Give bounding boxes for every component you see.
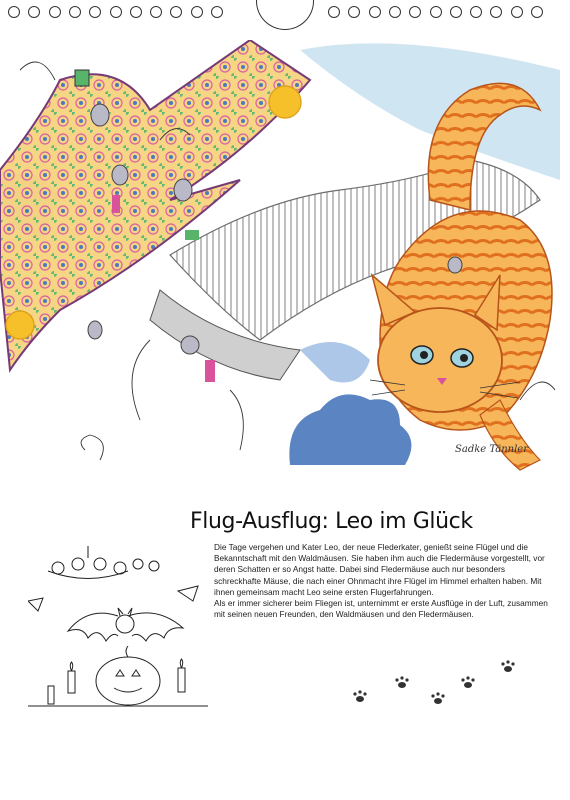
binding-ring — [430, 6, 442, 18]
paw-prints — [350, 655, 530, 715]
binding-ring — [369, 6, 381, 18]
binding-ring — [450, 6, 462, 18]
story-text — [214, 542, 554, 620]
binding-ring — [150, 6, 162, 18]
story-paragraph-1: Die Tage vergehen und Kater Leo, der neue Flederkater, genießt seine Flügel und die Bekanntschaft mit den Waldmäusen. Sie haben ihm auch die Fledermäuse vorgestellt, vor deren Schatten er so Angst hatte. Dabei sind Fledermäuse auch nur besonders schreckhafte Mäuse, die nach einer Ohnmacht ihre Flügel im Himmel erhalten haben. Mit ihnen gemeinsam macht Leo seine ersten Flugerfahrungen. — [214, 542, 545, 597]
bat-cat-illustration — [0, 40, 570, 476]
hanger-notch — [256, 0, 314, 30]
binding-ring — [348, 6, 360, 18]
binding-ring — [8, 6, 20, 18]
binding-ring — [511, 6, 523, 18]
binding-ring — [170, 6, 182, 18]
bat-sketch — [28, 546, 208, 718]
main-illustration — [0, 40, 570, 476]
binding-ring — [211, 6, 223, 18]
binding-ring — [409, 6, 421, 18]
binding-ring — [110, 6, 122, 18]
binding-ring — [89, 6, 101, 18]
signature: Sadke Tännler — [455, 444, 529, 455]
binding-ring — [28, 6, 40, 18]
binding-ring — [490, 6, 502, 18]
binding-ring — [328, 6, 340, 18]
calendar-binding — [0, 0, 570, 40]
binding-ring — [69, 6, 81, 18]
binding-ring — [531, 6, 543, 18]
binding-ring — [49, 6, 61, 18]
paw-print-icon — [350, 655, 530, 715]
binding-ring — [470, 6, 482, 18]
binding-ring — [389, 6, 401, 18]
story-paragraph-2: Als er immer sicherer beim Fliegen ist, unternimmt er erste Ausflüge in der Luft, zusammen mit seinen neuen Freunden, den Waldmäusen und den Fledermäusen. — [214, 598, 548, 620]
bat-sketch-illustration — [28, 546, 208, 718]
binding-ring — [130, 6, 142, 18]
binding-ring — [191, 6, 203, 18]
page-title: Flug-Ausflug: Leo im Glück — [190, 509, 473, 534]
